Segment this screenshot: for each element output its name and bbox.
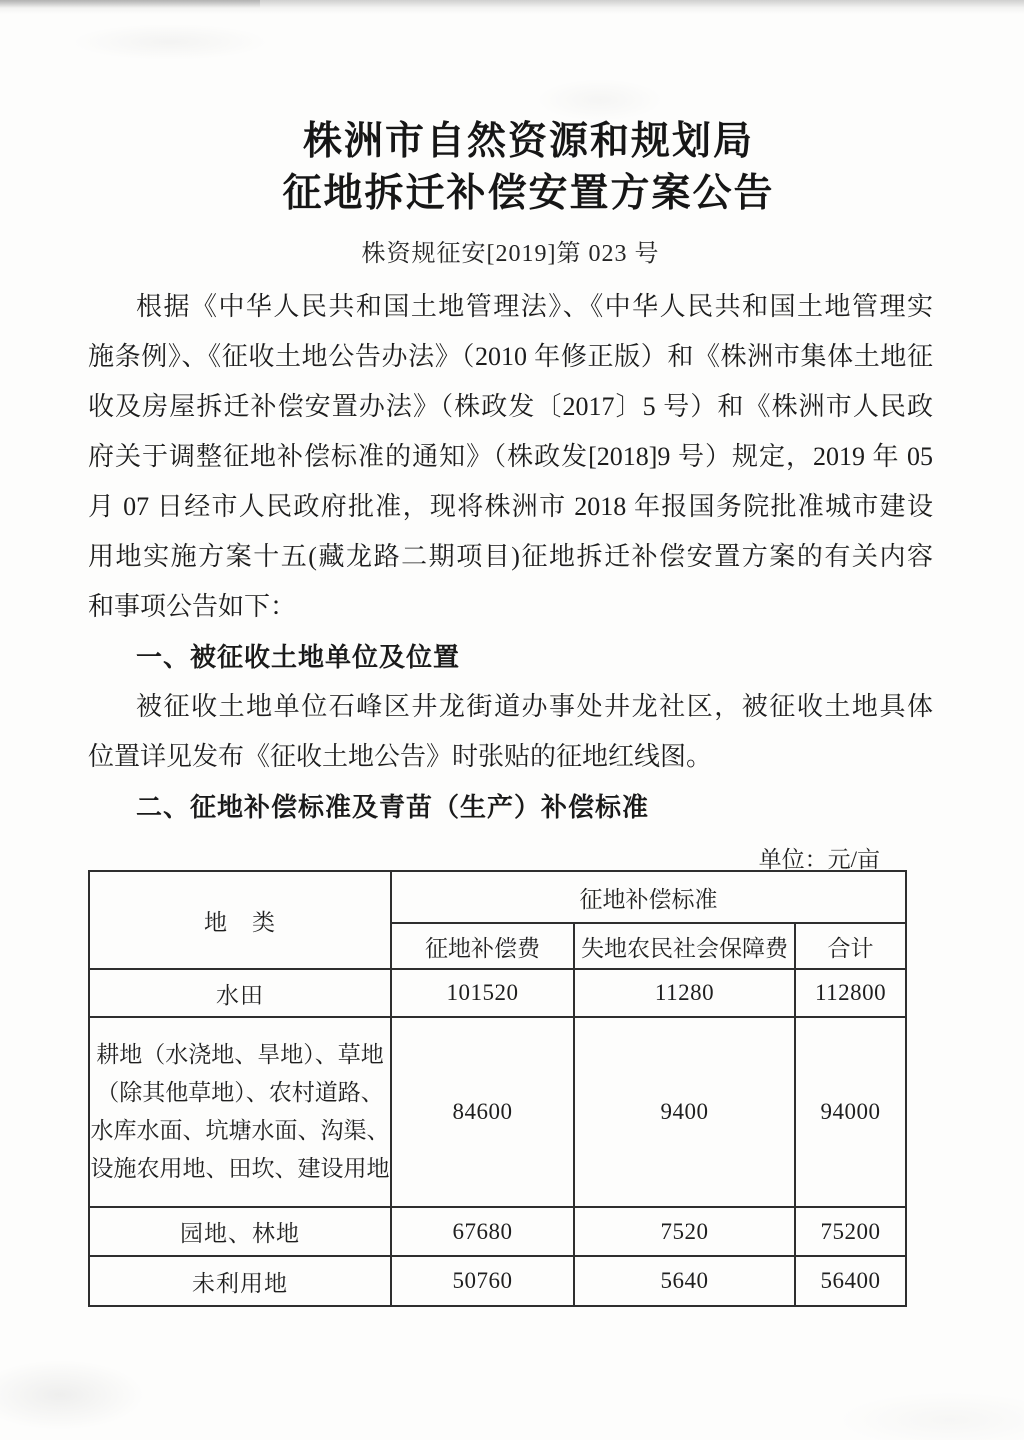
cell-social-security: 11280: [574, 969, 795, 1017]
cell-social-security: 9400: [574, 1017, 795, 1207]
cell-land-type: 耕地（水浇地、旱地）、草地（除其他草地）、农村道路、水库水面、坑塘水面、沟渠、设施农用地、田坎、建设用地: [89, 1017, 391, 1207]
table-row-cultivated-land: [89, 1017, 906, 1207]
opening-paragraph-line: 用地实施方案十五(藏龙路二期项目)征地拆迁补偿安置方案的有关内容: [88, 542, 933, 571]
header-cell-land-type: 地 类: [89, 871, 391, 969]
table-header-row-1: [89, 871, 906, 923]
cell-total: 75200: [795, 1207, 906, 1256]
cell-total: 112800: [795, 969, 906, 1017]
header-cell-total: 合计: [795, 923, 906, 969]
cell-fee: 84600: [391, 1017, 574, 1207]
section1-paragraph-line: 被征收土地单位石峰区井龙街道办事处井龙社区，被征收土地具体: [136, 692, 933, 721]
section2-heading: 二、征地补偿标准及青苗（生产）补偿标准: [136, 792, 650, 822]
section1-heading: 一、被征收土地单位及位置: [136, 642, 461, 672]
scan-edge-artifact-2: [0, 0, 260, 8]
document-title-line2: 征地拆迁补偿安置方案公告: [282, 172, 775, 215]
header-cell-standard-group: 征地补偿标准: [391, 871, 906, 923]
opening-paragraph-line: 施条例》、《征收土地公告办法》（2010 年修正版）和《株洲市集体土地征: [88, 342, 933, 371]
opening-paragraph-line: 和事项公告如下：: [88, 592, 297, 621]
compensation-standard-table: [88, 870, 907, 1307]
cell-total: 94000: [795, 1017, 906, 1207]
document-body: [88, 282, 933, 832]
table-row-paddy-field: [89, 969, 906, 1017]
cell-social-security: 7520: [574, 1207, 795, 1256]
opening-paragraph-line: 府关于调整征地补偿标准的通知》（株政发[2018]9 号）规定，2019 年 05: [88, 442, 933, 471]
table-row-orchard-forest: [89, 1207, 906, 1256]
cell-social-security: 5640: [574, 1256, 795, 1306]
cell-land-type: 未利用地: [89, 1256, 391, 1306]
cell-land-type: 水田: [89, 969, 391, 1017]
opening-paragraph-line: 收及房屋拆迁补偿安置办法》（株政发〔2017〕5 号）和《株洲市人民政: [88, 392, 933, 421]
cell-fee: 50760: [391, 1256, 574, 1306]
document-title-line1: 株洲市自然资源和规划局: [302, 120, 754, 163]
opening-paragraph-line: 月 07 日经市人民政府批准，现将株洲市 2018 年报国务院批准城市建设: [88, 492, 933, 521]
cell-fee: 67680: [391, 1207, 574, 1256]
table-row-unused-land: [89, 1256, 906, 1306]
cell-fee: 101520: [391, 969, 574, 1017]
document-number: 株资规征安[2019]第 023 号: [361, 241, 660, 267]
cell-land-type: 园地、林地: [89, 1207, 391, 1256]
header-cell-fee: 征地补偿费: [391, 923, 574, 969]
table-unit-label: 单位：元/亩: [758, 847, 880, 872]
header-cell-social-security: 失地农民社会保障费: [574, 923, 795, 969]
document-title: [106, 116, 951, 220]
section1-paragraph-line: 位置详见发布《征收土地公告》时张贴的征地红线图。: [88, 742, 713, 771]
opening-paragraph-line: 根据《中华人民共和国土地管理法》、《中华人民共和国土地管理实: [136, 292, 933, 321]
cell-total: 56400: [795, 1256, 906, 1306]
